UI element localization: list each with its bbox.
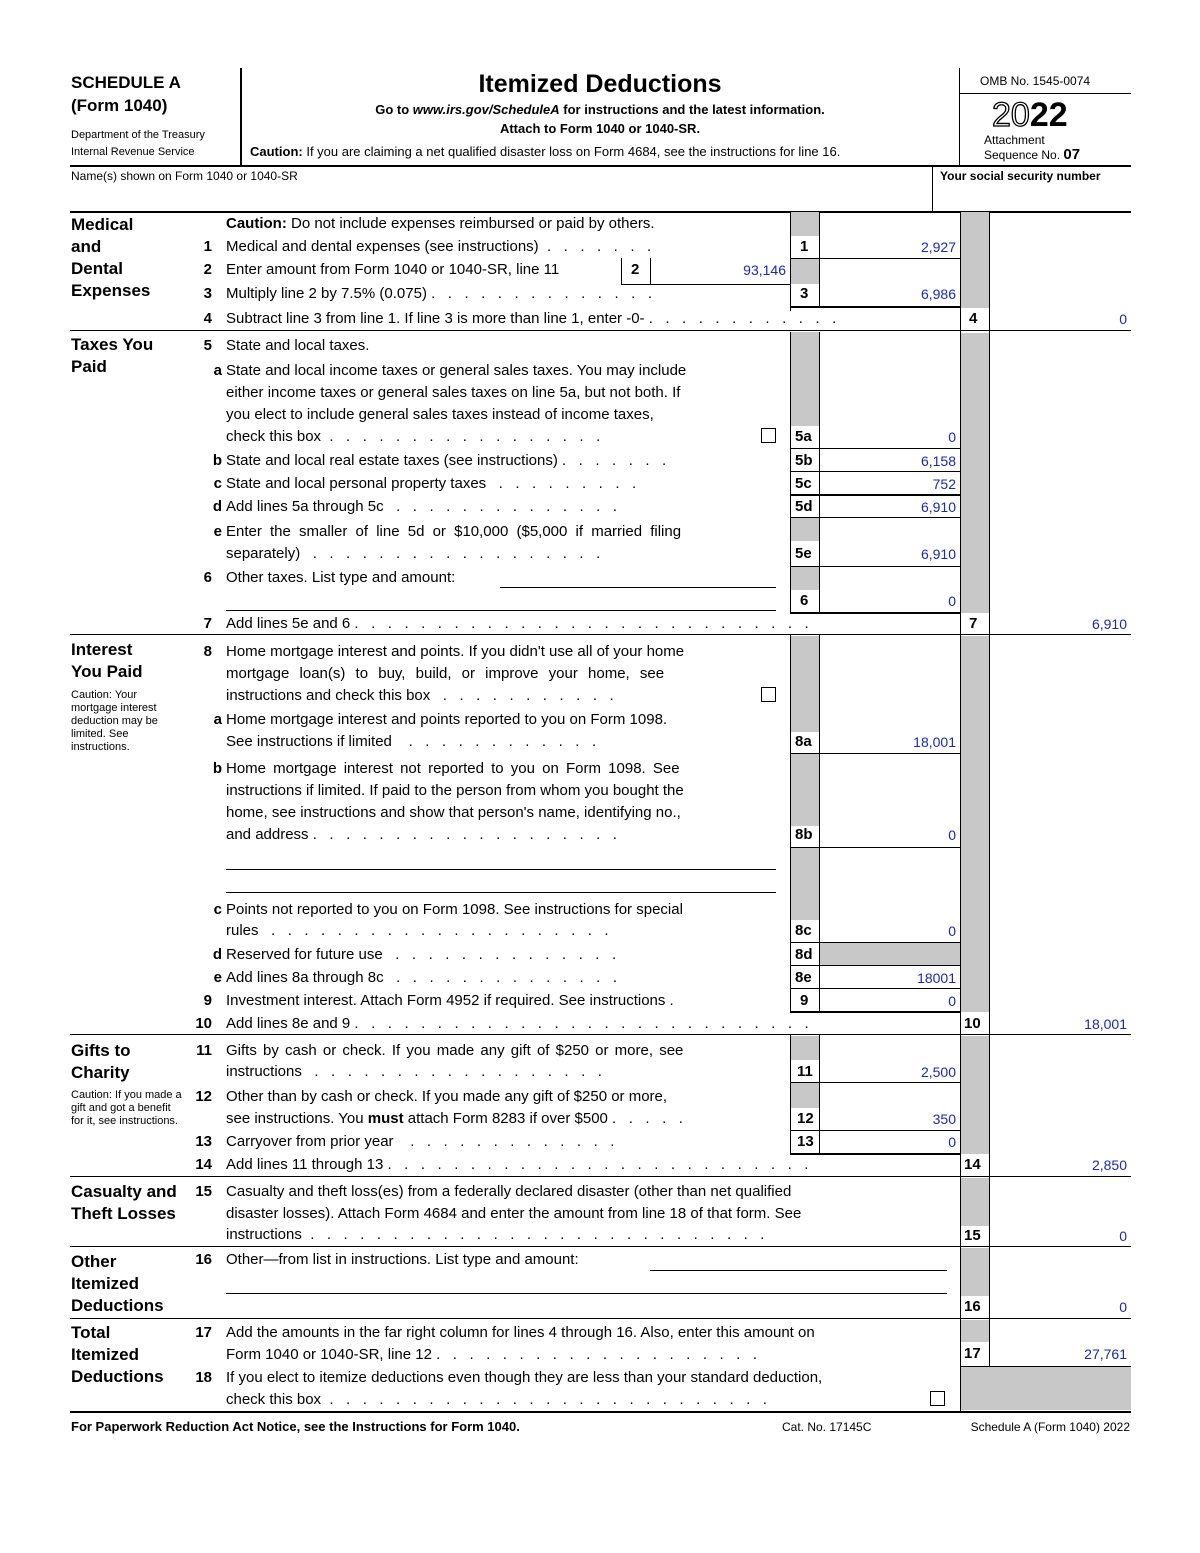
line-number-12: 12	[195, 1088, 212, 1105]
attach-instruction: Attach to Form 1040 or 1040-SR.	[499, 121, 701, 136]
line-15-label-2: disaster losses). Attach Form 4684 and enter the amount from line 18 of that form. See	[226, 1205, 802, 1222]
section-gifts: Gifts to Charity	[71, 1041, 131, 1082]
medical-caution: Caution: Do not include expenses reimbursed or paid by others.	[226, 215, 655, 232]
line-letter-8b: b	[212, 760, 222, 777]
box-5d: 5d	[795, 498, 813, 515]
line-letter-8e: e	[213, 969, 222, 986]
line-8b-entry-2[interactable]	[226, 892, 776, 893]
line-8-label-3: instructions and check this box . . . . . . . . . . .	[226, 687, 614, 704]
box-13: 13	[797, 1133, 814, 1150]
line-8-checkbox[interactable]	[761, 687, 776, 702]
line-8b-entry-1[interactable]	[226, 869, 776, 870]
goto-instructions: Go to www.irs.gov/ScheduleA for instructions and the latest information.	[375, 102, 825, 117]
ssn-label: Your social security number	[940, 169, 1101, 183]
line-number-4: 4	[203, 310, 212, 327]
line-letter-8d: d	[212, 946, 222, 963]
line-3-label: Multiply line 2 by 7.5% (0.075) . . . . . . . . . . . . . .	[226, 285, 652, 302]
line-16-entry-1[interactable]	[650, 1270, 947, 1271]
line-16-label: Other—from list in instructions. List type and amount:	[226, 1251, 579, 1268]
box-17: 17	[964, 1345, 981, 1362]
line-number-11: 11	[196, 1042, 212, 1059]
line-13-amount[interactable]: 0	[948, 1134, 956, 1150]
form-label: (Form 1040)	[71, 96, 168, 115]
line-8a-amount[interactable]: 18,001	[913, 734, 956, 750]
line-16-entry-2[interactable]	[226, 1293, 947, 1294]
name-field[interactable]	[71, 186, 929, 210]
catalog-number: Cat. No. 17145C	[782, 1420, 872, 1434]
box-12: 12	[797, 1110, 814, 1127]
form-title: Itemized Deductions	[478, 70, 722, 98]
line-letter-5c: c	[213, 475, 222, 492]
box-5e: 5e	[795, 545, 812, 562]
form-footer-id: Schedule A (Form 1040) 2022	[970, 1420, 1130, 1434]
box-8c: 8c	[795, 922, 812, 939]
line-12-amount[interactable]: 350	[932, 1111, 956, 1127]
line-8c-label-1: Points not reported to you on Form 1098. See instructions for special	[226, 901, 683, 918]
line-12-label-2: see instructions. You must attach Form 8283 if over $500 . . . . .	[226, 1110, 683, 1127]
line-5a-label-2: either income taxes or general sales taxes on line 5a, but not both. If	[226, 384, 681, 401]
line-8e-amount[interactable]: 18001	[917, 970, 956, 986]
line-17-amount[interactable]: 27,761	[1084, 1346, 1127, 1362]
box-5a: 5a	[795, 428, 812, 445]
line-letter-8a: a	[213, 711, 222, 728]
line-8b-label-4: and address . . . . . . . . . . . . . . . . . . .	[226, 826, 617, 843]
line-5e-label-2: separately) . . . . . . . . . . . . . . . . . .	[226, 545, 601, 562]
line-2-label: Enter amount from Form 1040 or 1040-SR, line 11	[226, 261, 560, 278]
line-number-18: 18	[195, 1369, 212, 1386]
line-6-entry-1[interactable]	[500, 587, 776, 588]
attachment-label: Attachment	[984, 133, 1045, 147]
line-number-1: 1	[203, 238, 212, 255]
line-5-label: State and local taxes.	[226, 337, 370, 354]
line-13-label: Carryover from prior year . . . . . . . . . . . . .	[226, 1133, 615, 1150]
line-15-label-1: Casualty and theft loss(es) from a federally declared disaster (other than net qualified	[226, 1183, 792, 1200]
line-3-amount[interactable]: 6,986	[920, 286, 956, 302]
line-17-label-1: Add the amounts in the far right column for lines 4 through 16. Also, enter this amount on	[226, 1324, 815, 1341]
line-number-16: 16	[195, 1251, 212, 1268]
section-other: Other Itemized Deductions	[71, 1252, 164, 1315]
box-1: 1	[800, 238, 809, 255]
box-4: 4	[969, 310, 978, 327]
box-8b: 8b	[795, 826, 813, 843]
line-8c-label-2: rules . . . . . . . . . . . . . . . . . . . . .	[226, 922, 609, 939]
line-10-label: Add lines 8e and 9 . . . . . . . . . . . . . . . . . . . . . . . . . . . .	[226, 1015, 809, 1032]
line-5b-label: State and local real estate taxes (see instructions) . . . . . . .	[226, 452, 667, 469]
line-number-15: 15	[195, 1183, 212, 1200]
section-taxes: Taxes You Paid	[71, 335, 154, 376]
line-17-label-2: Form 1040 or 1040-SR, line 12 . . . . . . . . . . . . . . . . . . . .	[226, 1346, 758, 1363]
line-6-entry-2[interactable]	[226, 610, 776, 611]
box-3: 3	[800, 285, 809, 302]
line-18-checkbox[interactable]	[930, 1391, 945, 1406]
line-11-label-1: Gifts by cash or check. If you made any gift of $250 or more, see	[226, 1042, 684, 1059]
line-8b-label-3: home, see instructions and show that person's name, identifying no.,	[226, 804, 681, 821]
line-7-label: Add lines 5e and 6 . . . . . . . . . . . . . . . . . . . . . . . . . . . .	[226, 615, 809, 632]
line-12-label-1: Other than by cash or check. If you made any gift of $250 or more,	[226, 1088, 668, 1105]
line-number-8: 8	[203, 643, 212, 660]
line-8-label-2: mortgage loan(s) to buy, build, or improve your home, see	[226, 665, 665, 682]
section-interest: Interest You Paid	[71, 640, 143, 681]
line-5a-label-1: State and local income taxes or general sales taxes. You may include	[226, 362, 687, 379]
line-number-17: 17	[195, 1324, 212, 1341]
schedule-label: SCHEDULE A	[71, 73, 181, 92]
box-5c: 5c	[795, 475, 812, 492]
line-letter-5a: a	[213, 362, 222, 379]
line-number-10: 10	[195, 1015, 212, 1032]
line-5a-checkbox[interactable]	[761, 428, 776, 443]
line-10-amount[interactable]: 18,001	[1084, 1016, 1127, 1032]
line-8d-label: Reserved for future use . . . . . . . . . . . . . .	[226, 946, 617, 963]
line-5a-amount[interactable]: 0	[948, 429, 956, 445]
line-8a-label-2: See instructions if limited . . . . . . . . . . . .	[226, 733, 597, 750]
department-label: Department of the Treasury	[71, 129, 205, 141]
line-number-9: 9	[203, 992, 212, 1009]
line-5a-label-3: you elect to include general sales taxes instead of income taxes,	[226, 406, 654, 423]
line-15-amount[interactable]: 0	[1119, 1228, 1127, 1244]
line-letter-5b: b	[212, 452, 222, 469]
line-18-label-1: If you elect to itemize deductions even though they are less than your standard deduction,	[226, 1369, 823, 1386]
line-5d-amount[interactable]: 6,910	[920, 499, 956, 515]
line-11-amount[interactable]: 2,500	[920, 1064, 956, 1080]
sequence-label: Sequence No. 07	[984, 146, 1081, 163]
box-2: 2	[631, 261, 640, 278]
line-5b-amount[interactable]: 6,158	[920, 453, 956, 469]
line-14-amount[interactable]: 2,850	[1091, 1157, 1127, 1173]
line-5c-label: State and local personal property taxes . . . . . . . . .	[226, 475, 637, 492]
box-6: 6	[800, 592, 809, 609]
box-11: 11	[797, 1063, 813, 1080]
section-casualty: Casualty and Theft Losses	[71, 1182, 177, 1223]
line-5d-label: Add lines 5a through 5c . . . . . . . . . . . . . .	[226, 498, 618, 515]
ssn-field[interactable]	[936, 186, 1130, 210]
line-6-label: Other taxes. List type and amount:	[226, 569, 456, 586]
line-4-label: Subtract line 3 from line 1. If line 3 is more than line 1, enter -0- . . . . . . . . . . . .	[226, 310, 837, 327]
line-2-amount[interactable]: 93,146	[743, 262, 786, 278]
line-9-amount[interactable]: 0	[948, 993, 956, 1009]
line-number-5: 5	[203, 337, 212, 354]
name-label: Name(s) shown on Form 1040 or 1040-SR	[71, 169, 298, 183]
gifts-caution-note: Caution: If you made a gift and got a benefit for it, see instructions.	[71, 1089, 182, 1127]
line-5e-amount[interactable]: 6,910	[920, 546, 956, 562]
box-10: 10	[964, 1015, 981, 1032]
line-8c-amount[interactable]: 0	[948, 923, 956, 939]
box-14: 14	[964, 1156, 981, 1173]
line-letter-5e: e	[213, 523, 222, 540]
box-8d: 8d	[795, 946, 813, 963]
line-letter-8c: c	[213, 901, 222, 918]
line-8b-amount[interactable]: 0	[948, 827, 956, 843]
box-7: 7	[969, 615, 978, 632]
irs-label: Internal Revenue Service	[71, 146, 195, 158]
line-5c-amount[interactable]: 752	[932, 476, 956, 492]
line-5e-label-1: Enter the smaller of line 5d or $10,000 ($5,000 if married filing	[226, 523, 682, 540]
line-8b-label-1: Home mortgage interest not reported to you on Form 1098. See	[226, 760, 680, 777]
omb-number: OMB No. 1545-0074	[980, 74, 1091, 88]
line-1-label: Medical and dental expenses (see instructions) . . . . . . .	[226, 238, 652, 255]
line-1-amount[interactable]: 2,927	[920, 239, 956, 255]
line-11-label-2: instructions . . . . . . . . . . . . . . . . . .	[226, 1063, 602, 1080]
line-6-amount[interactable]: 0	[948, 593, 956, 609]
line-9-label: Investment interest. Attach Form 4952 if required. See instructions .	[226, 992, 674, 1009]
line-18-label-2: check this box . . . . . . . . . . . . . . . . . . . . . . . . . . .	[226, 1391, 767, 1408]
line-number-2: 2	[203, 261, 212, 278]
box-15: 15	[964, 1227, 981, 1244]
box-5b: 5b	[795, 452, 813, 469]
box-8a: 8a	[795, 733, 812, 750]
line-8b-label-2: instructions if limited. If paid to the person from whom you bought the	[226, 782, 684, 799]
line-number-14: 14	[195, 1156, 212, 1173]
header-caution: Caution: If you are claiming a net qualified disaster loss on Form 4684, see the instructions for line 16.	[250, 144, 841, 159]
tax-year: 2022	[992, 96, 1068, 134]
interest-caution-note: Caution: Your mortgage interest deduction may be limited. See instructions.	[71, 689, 158, 753]
line-5a-label-4: check this box . . . . . . . . . . . . . . . . .	[226, 428, 601, 445]
box-9: 9	[800, 992, 809, 1009]
line-16-amount[interactable]: 0	[1119, 1299, 1127, 1315]
line-letter-5d: d	[212, 498, 222, 515]
line-15-label-3: instructions . . . . . . . . . . . . . . . . . . . . . . . . . . . .	[226, 1226, 765, 1243]
section-medical: Medical and Dental Expenses	[71, 215, 151, 300]
line-8-label-1: Home mortgage interest and points. If you didn't use all of your home	[226, 643, 685, 660]
line-number-3: 3	[203, 285, 212, 302]
line-number-6: 6	[203, 569, 212, 586]
section-total: Total Itemized Deductions	[71, 1323, 164, 1386]
line-number-7: 7	[203, 615, 212, 632]
line-7-amount[interactable]: 6,910	[1091, 616, 1127, 632]
paperwork-notice: For Paperwork Reduction Act Notice, see the Instructions for Form 1040.	[71, 1419, 520, 1434]
line-4-amount[interactable]: 0	[1119, 311, 1127, 327]
box-8e: 8e	[795, 969, 812, 986]
line-14-label: Add lines 11 through 13 . . . . . . . . . . . . . . . . . . . . . . . . . .	[226, 1156, 809, 1173]
line-8a-label-1: Home mortgage interest and points reported to you on Form 1098.	[226, 711, 668, 728]
line-8e-label: Add lines 8a through 8c . . . . . . . . . . . . . .	[226, 969, 618, 986]
line-number-13: 13	[195, 1133, 212, 1150]
box-16: 16	[964, 1298, 981, 1315]
